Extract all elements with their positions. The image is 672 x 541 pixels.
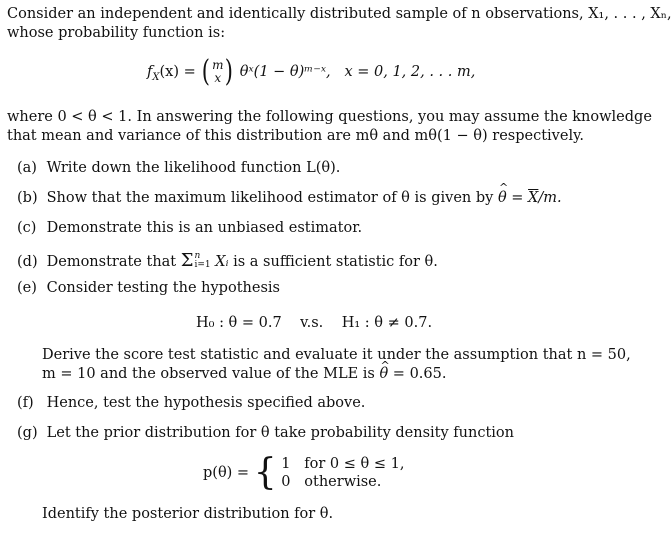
intro-line-1: Consider an independent and identically distributed sample of n observations, X₁, . . . , Xₙ,: [7, 6, 672, 22]
question-d: [17, 250, 438, 271]
intro-line-2: whose probability function is:: [7, 25, 226, 41]
text-b: Show that the maximum likelihood estimator of θ is given by: [46, 190, 494, 206]
prior-case-2: [281, 473, 404, 491]
summation: [181, 250, 211, 271]
question-f: [17, 395, 365, 411]
question-c: [17, 220, 362, 236]
left-brace: {: [253, 452, 277, 493]
text-a: Write down the likelihood function L(θ).: [46, 160, 341, 176]
pmf-lhs: f: [147, 64, 153, 80]
label-e: (e): [17, 280, 37, 296]
binomial-coefficient: ( m x ): [202, 54, 234, 89]
label-c: (c): [17, 220, 37, 236]
question-g: [17, 425, 514, 441]
question-e: [17, 280, 280, 296]
prior-density: [203, 452, 405, 493]
prior-lhs: p(θ) =: [203, 465, 250, 481]
prior-cases: [281, 455, 404, 491]
text-d-pre: Demonstrate that: [46, 254, 177, 270]
theta-hat-derive: ^ θ: [379, 365, 388, 384]
binom-top: m: [212, 58, 224, 72]
derive-line-1: Derive the score test statistic and evaluate it under the assumption that n = 50,: [42, 347, 631, 363]
question-a: [17, 160, 340, 176]
text-c: Demonstrate this is an unbiased estimator.: [46, 220, 363, 236]
identify-text: Identify the posterior distribution for θ.: [42, 506, 334, 522]
label-g: (g): [17, 425, 38, 441]
derive-line-2-post: = 0.65.: [388, 366, 447, 382]
equals-b: =: [506, 190, 529, 206]
pmf-lhs-arg: (x) =: [159, 64, 196, 80]
binom-bottom: x: [214, 71, 222, 85]
case-1-value: 1: [281, 456, 291, 472]
sum-lower: i=1: [194, 259, 211, 270]
pmf-support: x = 0, 1, 2, . . . m,: [344, 64, 476, 80]
case-2-condition: otherwise.: [304, 474, 382, 490]
derive-line-2-pre: m = 10 and the observed value of the MLE is: [42, 366, 375, 382]
prior-case-1: [281, 455, 404, 473]
x-bar: $\overline{X}$: [528, 190, 539, 206]
case-2-value: 0: [281, 474, 291, 490]
derive-line-2: [42, 365, 446, 384]
pmf-equation: [147, 54, 476, 89]
case-1-condition: for 0 ≤ θ ≤ 1,: [304, 456, 405, 472]
hypothesis-text: H₀ : θ = 0.7 v.s. H₁ : θ ≠ 0.7.: [196, 315, 433, 331]
label-b: (b): [17, 190, 38, 206]
pmf-lhs-sub: X: [152, 71, 160, 83]
theta-hat-b: ^ θ: [498, 190, 507, 206]
text-f: Hence, test the hypothesis specified above.: [46, 395, 366, 411]
x-i: Xᵢ: [215, 254, 229, 270]
sum-upper: n: [194, 250, 201, 261]
over-m: /m.: [538, 190, 562, 206]
label-a: (a): [17, 160, 37, 176]
hypothesis: [196, 315, 432, 331]
where-line-2: that mean and variance of this distribution are mθ and mθ(1 − θ) respectively.: [7, 128, 584, 144]
label-f: (f): [17, 395, 34, 411]
text-e: Consider testing the hypothesis: [46, 280, 280, 296]
text-g: Let the prior distribution for θ take probability density function: [46, 425, 514, 441]
sum-symbol: Σ: [180, 250, 194, 271]
label-d: (d): [17, 254, 38, 270]
where-line-1: where 0 < θ < 1. In answering the following questions, you may assume the knowledge: [7, 109, 652, 125]
text-d-post: is a sufficient statistic for θ.: [233, 254, 438, 270]
pmf-rhs: θˣ(1 − θ)ᵐ⁻ˣ,: [239, 64, 331, 80]
question-b: [17, 190, 562, 206]
